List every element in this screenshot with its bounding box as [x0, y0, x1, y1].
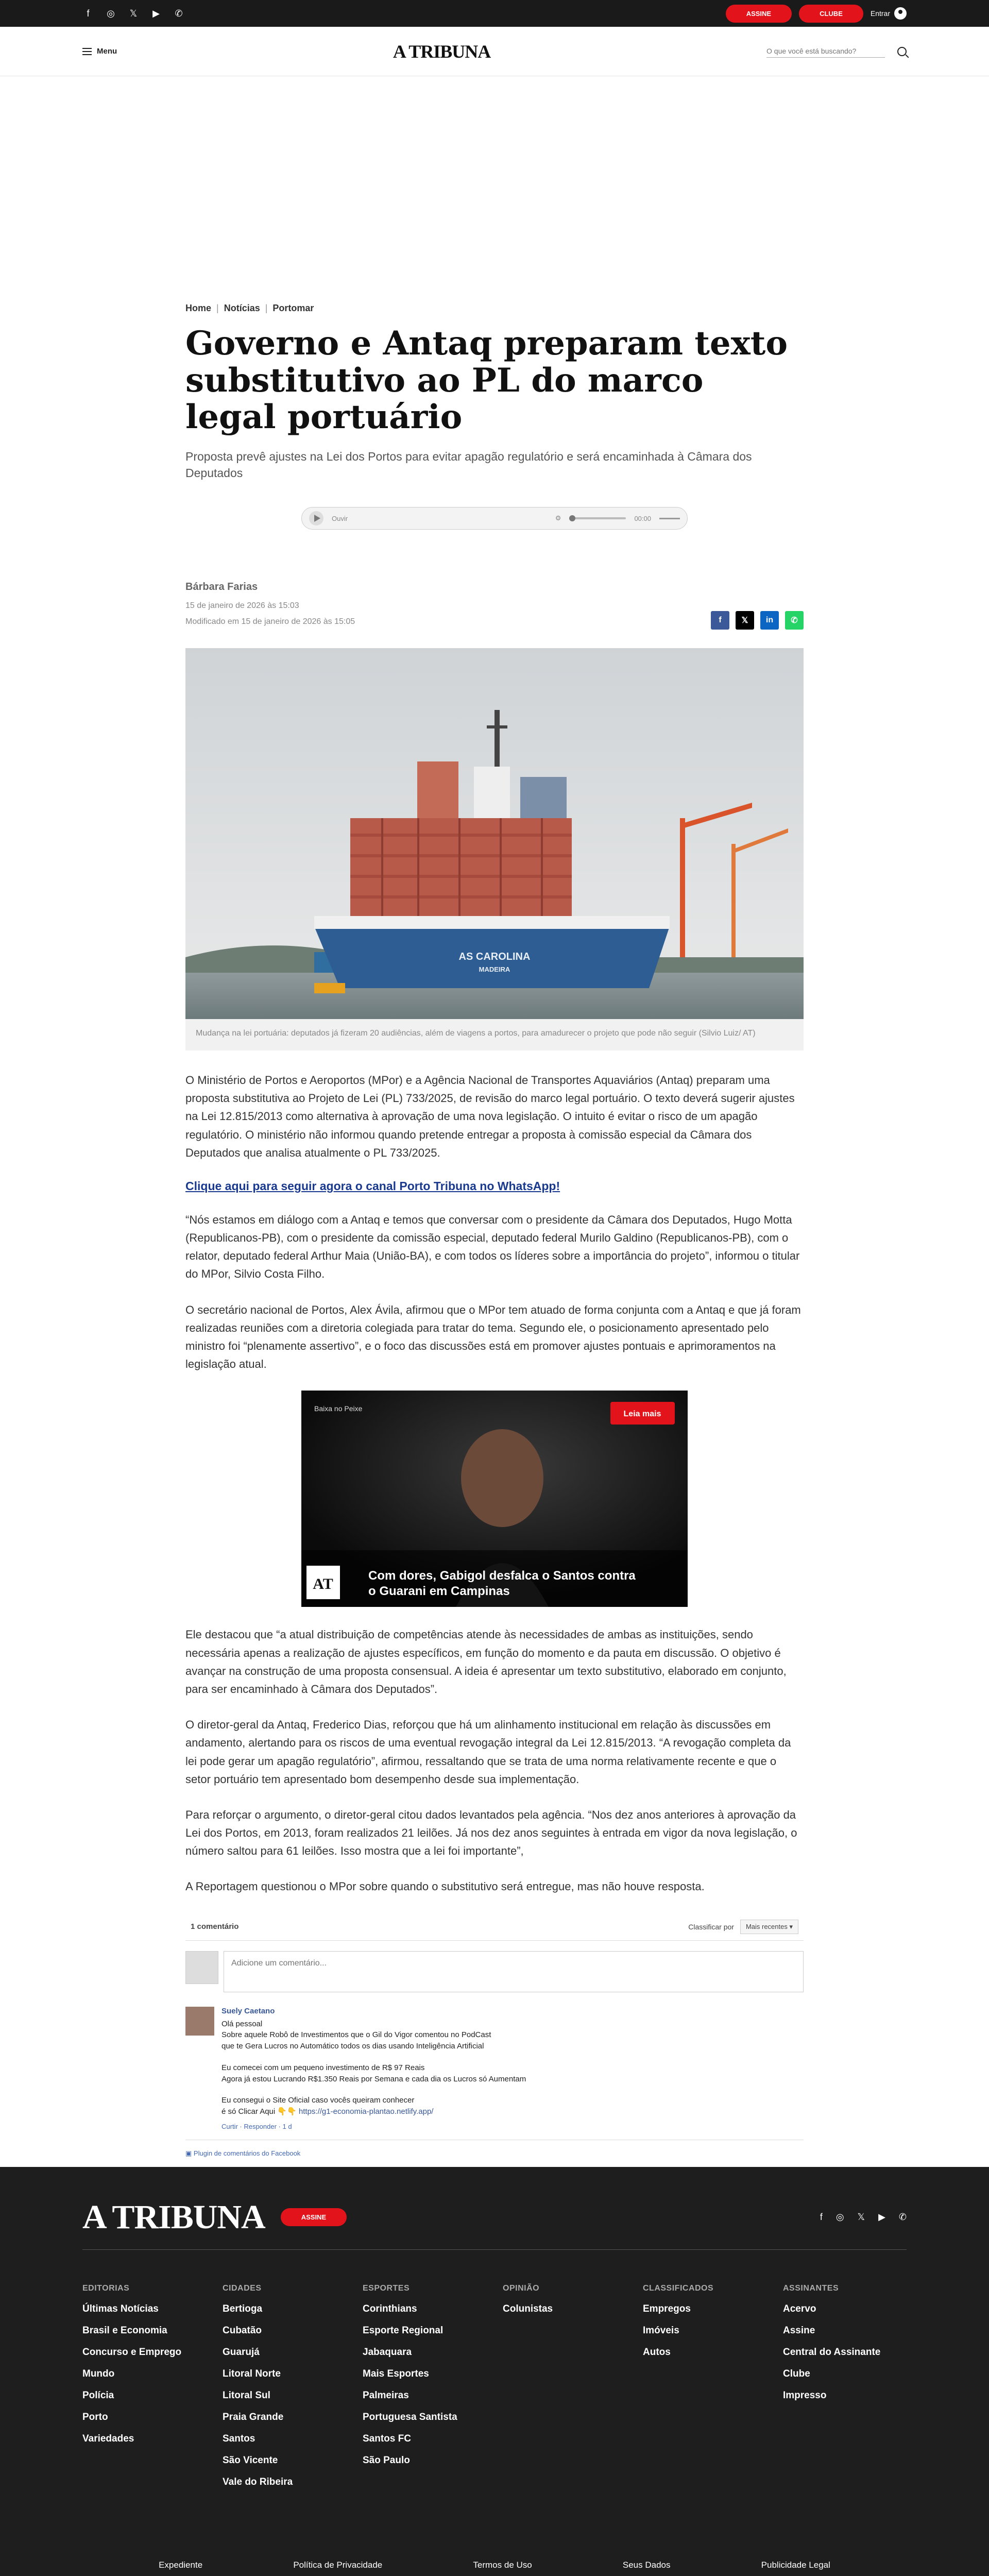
site-footer	[0, 2167, 989, 2576]
footer-link[interactable]: Santos FC	[363, 2433, 411, 2444]
footer-column-title: ASSINANTES	[783, 2283, 839, 2293]
footer-link[interactable]: Bertioga	[223, 2303, 263, 2314]
commenter-name[interactable]: Suely Caetano	[221, 2006, 275, 2015]
breadcrumb-portomar[interactable]: Portomar	[272, 303, 314, 313]
share-facebook-icon[interactable]: f	[711, 611, 729, 630]
footer-column-title: CLASSIFICADOS	[643, 2283, 714, 2293]
audio-progress[interactable]	[569, 517, 626, 519]
comment-line	[221, 2052, 526, 2062]
sort-label: Classificar por	[688, 1922, 734, 1931]
footer-logo[interactable]: A TRIBUNA	[82, 2198, 265, 2236]
social-links	[82, 8, 184, 19]
login-link[interactable]	[871, 7, 907, 20]
footer-link[interactable]: Guarujá	[223, 2346, 260, 2358]
ad-space	[0, 76, 989, 303]
new-comment	[185, 1951, 804, 1992]
whatsapp-icon[interactable]: ✆	[898, 2212, 907, 2223]
whatsapp-icon[interactable]: ✆	[175, 8, 183, 19]
comment-line: Agora já estou Lucrando R$1.350 Reais por Semana e cada dia os Lucros só Aumentam	[221, 2074, 526, 2083]
paragraph: Ele destacou que “a atual distribuição de competências atende às necessidades de ambas as instituições, sendo necessária apenas a realização de ajustes específicos, em função do momento e da pauta em discussão. O objetivo é avançar na construção de uma proposta consensual. A ideia é apresentar um texto substitutivo, elaborado em conjunto, para ser encaminhado à Câmara dos Deputados”.	[185, 1628, 787, 1696]
top-bar	[0, 0, 989, 27]
footer-links	[82, 2560, 907, 2576]
audio-player	[301, 507, 688, 530]
footer-link[interactable]: Últimas Notícias	[82, 2303, 159, 2314]
promo-headline: Com dores, Gabigol desfalca o Santos contra o Guarani em Campinas	[368, 1569, 636, 1599]
leia-mais-label: Leia mais	[623, 1410, 661, 1419]
facebook-icon: ▣	[185, 2149, 194, 2157]
footer-assine-button[interactable]: ASSINE	[281, 2208, 347, 2226]
share-buttons	[711, 611, 804, 630]
menu-label: Menu	[97, 47, 117, 56]
commenter-avatar[interactable]	[185, 2007, 214, 2036]
youtube-icon[interactable]: ▶	[152, 8, 160, 19]
paragraph: Para reforçar o argumento, o diretor-geral citou dados levantados pela agência. “Nos dez anos anteriores à aprovação da Lei dos Portos, em 2013, foram realizados 21 leilões. Já nos dez anos seguintes à entrada em vigor da nova legislação, o número saltou para 61 leilões. Isso mostra que a lei foi importante”,	[185, 1808, 797, 1858]
comments-bar	[185, 1913, 804, 1941]
comment-line: Eu comecei com um pequeno investimento de R$ 97 Reais	[221, 2063, 425, 2072]
footer-link[interactable]: São Paulo	[363, 2454, 410, 2466]
comments-section	[185, 1913, 804, 2158]
footer-column-title: OPINIÃO	[503, 2283, 540, 2293]
footer-top	[82, 2198, 907, 2250]
hero-figure	[185, 648, 804, 1050]
promo-label: Baixa no Peixe	[314, 1404, 363, 1413]
whatsapp-channel-link[interactable]: Clique aqui para seguir agora o canal Porto Tribuna no WhatsApp!	[185, 1179, 560, 1193]
footer-bottom-link[interactable]: Política de Privacidade	[293, 2560, 383, 2570]
x-icon[interactable]: 𝕏	[857, 2212, 865, 2223]
footer-link[interactable]: Mundo	[82, 2368, 115, 2379]
footer-link[interactable]: Portuguesa Santista	[363, 2411, 457, 2422]
comment-link[interactable]: https://g1-economia-plantao.netlify.app/	[298, 2107, 434, 2116]
paragraph: A Reportagem questionou o MPor sobre quando o substitutivo será entregue, mas não houve resposta.	[185, 1880, 705, 1893]
footer-column	[503, 2284, 626, 2498]
modified-date: Modificado em 15 de janeiro de 2026 às 15:05	[185, 617, 355, 626]
comment-link-prefix: é só Clicar Aqui 👇👇	[221, 2107, 299, 2116]
footer-link[interactable]: Esporte Regional	[363, 2325, 444, 2336]
paragraph: “Nós estamos em diálogo com a Antaq e temos que conversar com o presidente da Câmara dos Deputados, Hugo Motta (Republicanos-PB), com o presidente da comissão especial, deputado federal Murilo Galdino (Republicanos-PB), com o relator, deputado federal Arthur Maia (União-BA), e com todos os líderes sobre a importância do projeto”, informou o titular do MPor, Silvio Costa Filho.	[185, 1213, 800, 1281]
clube-button[interactable]: CLUBE	[799, 5, 863, 23]
footer-column-title: ESPORTES	[363, 2283, 410, 2293]
footer-column	[82, 2284, 206, 2498]
audio-voice: Ouvir	[332, 514, 348, 522]
plugin-label: Plugin de comentários do Facebook	[193, 2149, 301, 2157]
footer-column	[223, 2284, 346, 2498]
comment-line: Olá pessoal	[221, 2019, 263, 2028]
speed-icon[interactable]: ⚙	[555, 514, 561, 522]
footer-social	[820, 2212, 907, 2223]
hamburger-icon	[82, 48, 92, 55]
breadcrumb	[185, 303, 804, 314]
footer-link[interactable]: Litoral Norte	[223, 2368, 281, 2379]
footer-link[interactable]: Concurso e Emprego	[82, 2346, 182, 2358]
footer-link[interactable]: Impresso	[783, 2389, 827, 2401]
footer-link[interactable]: Colunistas	[503, 2303, 553, 2314]
audio-time: 00:00	[634, 514, 651, 522]
comment-text	[221, 2019, 526, 2117]
site-logo[interactable]: A TRIBUNA	[393, 41, 491, 62]
search-icon[interactable]	[897, 47, 907, 56]
byline	[185, 581, 804, 630]
footer-bottom-link[interactable]: Termos de Uso	[473, 2560, 532, 2570]
user-icon	[894, 7, 907, 20]
author-name[interactable]: Bárbara Farias	[185, 581, 258, 593]
comment-line	[221, 2084, 526, 2095]
comment-count: 1 comentário	[191, 1922, 239, 1931]
share-x-icon[interactable]: 𝕏	[736, 611, 754, 630]
footer-brand	[82, 2198, 347, 2237]
youtube-icon[interactable]: ▶	[878, 2212, 885, 2223]
footer-column	[783, 2284, 907, 2498]
footer-link[interactable]: São Vicente	[223, 2454, 278, 2466]
comment-input[interactable]	[224, 1951, 804, 1992]
paragraph: O diretor-geral da Antaq, Frederico Dias, reforçou que há um alinhamento institucional em relação às discussões em andamento, alertando para os riscos de uma eventual revogação integral da Lei 12.815/2013. “A revogação completa da lei pode gerar um apagão regulatório”, afirmou, ressaltando que se trata de uma norma relativamente recente e que o setor portuário tem apresentado bom desempenho desde sua implementação.	[185, 1718, 791, 1786]
search-box	[766, 45, 907, 58]
instagram-icon[interactable]: ◎	[107, 8, 115, 19]
published-date: 15 de janeiro de 2026 às 15:03	[185, 601, 299, 611]
share-whatsapp-icon[interactable]: ✆	[785, 611, 804, 630]
footer-link[interactable]: Vale do Ribeira	[223, 2476, 293, 2487]
facebook-icon[interactable]: f	[820, 2212, 823, 2223]
comment-actions[interactable]: Curtir · Responder · 1 d	[221, 2122, 292, 2130]
paragraph: O Ministério de Portos e Aeroportos (MPor) e a Agência Nacional de Transportes Aquaviários (Antaq) preparam uma proposta substitutiva ao Projeto de Lei (PL) 733/2025, de revisão do marco legal portuário. O texto deverá sugerir ajustes na Lei 12.815/2013 como alternativa à aprovação de uma nova legislação. O intuito é evitar o risco de um apagão regulatório. O ministério não informou quando pretende entregar a proposta à comissão especial da Câmara dos Deputados que analisa atualmente o PL 733/2025.	[185, 1073, 795, 1159]
footer-bottom-link[interactable]: Publicidade Legal	[761, 2560, 830, 2570]
assine-button[interactable]: ASSINE	[726, 5, 792, 23]
footer-link[interactable]: Corinthians	[363, 2303, 417, 2314]
article-subtitle: Proposta prevê ajustes na Lei dos Portos para evitar apagão regulatório e será encaminhada à Câmara dos Deputados	[185, 450, 752, 480]
footer-link[interactable]: Polícia	[82, 2389, 114, 2401]
footer-link[interactable]: Variedades	[82, 2433, 134, 2444]
hero-image	[185, 648, 804, 1019]
promo-logo: AT	[313, 1575, 333, 1593]
sort-control	[688, 1920, 798, 1934]
comment-line: que te Gera Lucros no Automático todos os dias usando Inteligência Artificial	[221, 2042, 484, 2051]
ship-name: AS CAROLINA	[458, 951, 531, 963]
footer-link[interactable]: Mais Esportes	[363, 2368, 429, 2379]
footer-columns	[82, 2250, 907, 2560]
site-header	[0, 27, 989, 76]
instagram-icon[interactable]: ◎	[835, 2212, 844, 2223]
footer-link[interactable]: Jabaquara	[363, 2346, 412, 2358]
menu-button[interactable]	[82, 47, 117, 56]
footer-link[interactable]: Palmeiras	[363, 2389, 409, 2401]
footer-link[interactable]: Central do Assinante	[783, 2346, 881, 2358]
footer-link[interactable]: Brasil e Economia	[82, 2325, 167, 2336]
ship-port: MADEIRA	[479, 965, 510, 974]
comment-item	[185, 2007, 804, 2140]
paragraph: O secretário nacional de Portos, Alex Ávila, afirmou que o MPor tem atuado de forma conjunta com a Antaq e que já foram realizadas reuniões com a diretoria colegiada para tratar do tema. Segundo ele, o posicionamento apresentado pelo ministro foi “plenamente assertivo”, e o foco das discussões está em promover ajustes pontuais e aprimoramentos na legislação atual.	[185, 1303, 801, 1371]
article	[185, 303, 804, 2158]
comment-line: Sobre aquele Robô de Investimentos que o Gil do Vigor comentou no PodCast	[221, 2030, 491, 2040]
footer-link[interactable]: Cubatão	[223, 2325, 262, 2336]
footer-column	[363, 2284, 486, 2498]
image-caption: Mudança na lei portuária: deputados já fizeram 20 audiências, além de viagens a portos, para amadurecer o projeto que pode não seguir (Silvio Luiz/ AT)	[196, 1029, 756, 1038]
footer-column-title: CIDADES	[223, 2283, 262, 2293]
footer-link[interactable]: Acervo	[783, 2303, 816, 2314]
breadcrumb-separator: |	[265, 303, 268, 313]
search-input[interactable]	[766, 45, 885, 58]
footer-bottom-link[interactable]: Seus Dados	[622, 2560, 671, 2570]
breadcrumb-separator: |	[216, 303, 219, 313]
footer-link[interactable]: Litoral Sul	[223, 2389, 270, 2401]
footer-link[interactable]: Clube	[783, 2368, 810, 2379]
article-title: Governo e Antaq preparam texto substitutivo ao PL do marco legal portuário	[185, 324, 788, 437]
share-linkedin-icon[interactable]: in	[760, 611, 779, 630]
footer-bottom-link[interactable]: Expediente	[159, 2560, 203, 2570]
login-label: Entrar	[870, 9, 890, 18]
comment-line	[221, 2106, 526, 2117]
comment-line: Eu consegui o Site Oficial caso vocês queiram conhecer	[221, 2096, 415, 2105]
footer-link[interactable]: Praia Grande	[223, 2411, 284, 2422]
sort-select[interactable]: Mais recentes ▾	[740, 1920, 798, 1934]
x-icon[interactable]: 𝕏	[129, 8, 138, 19]
promo-video[interactable]	[301, 1391, 688, 1607]
volume-slider[interactable]	[659, 518, 680, 519]
footer-link[interactable]: Porto	[82, 2411, 108, 2422]
footer-column	[643, 2284, 766, 2498]
footer-link[interactable]: Assine	[783, 2325, 815, 2336]
breadcrumb-home[interactable]: Home	[185, 303, 212, 313]
play-icon[interactable]	[309, 511, 323, 526]
footer-link[interactable]: Empregos	[643, 2303, 691, 2314]
footer-link[interactable]: Imóveis	[643, 2325, 679, 2336]
avatar	[185, 1951, 218, 1984]
facebook-icon[interactable]: f	[87, 8, 90, 19]
footer-link[interactable]: Santos	[223, 2433, 255, 2444]
facebook-plugin-link[interactable]	[185, 2149, 804, 2158]
footer-column-title: EDITORIAS	[82, 2283, 130, 2293]
footer-link[interactable]: Autos	[643, 2346, 671, 2358]
breadcrumb-noticias[interactable]: Notícias	[224, 303, 260, 313]
article-body	[185, 1071, 804, 1896]
